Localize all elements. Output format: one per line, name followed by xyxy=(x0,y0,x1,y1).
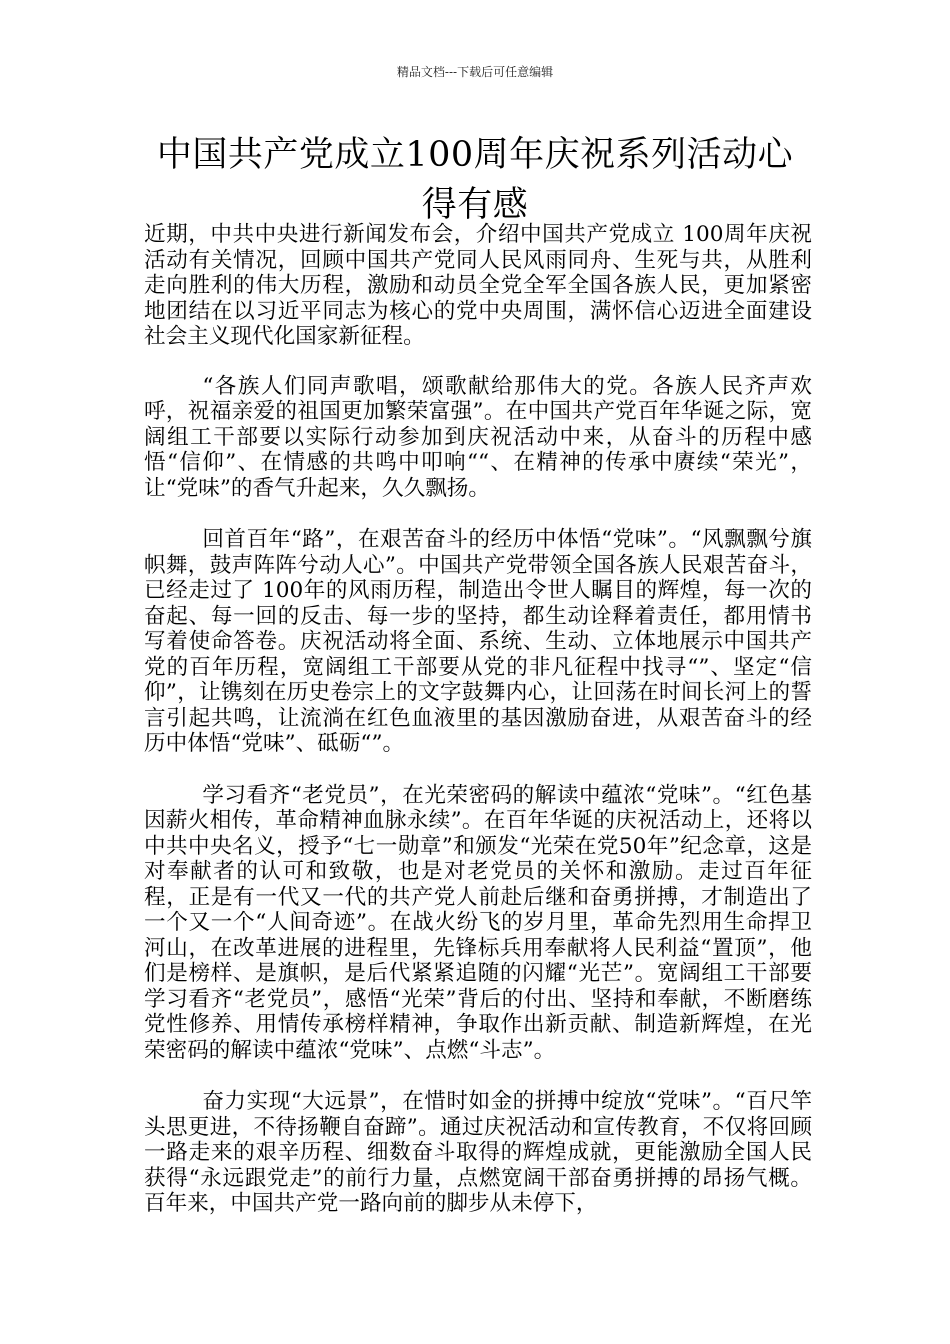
paragraph-song: “各族人们同声歌唱，颂歌献给那伟大的党。各族人民齐声欢呼，祝福亲爱的祖国更加繁荣富强”。在中国共产党百年华诞之际，宽阔组工干部要以实际行动参加到庆祝活动中来，从奋斗的历程中感悟“信仰”、在情感的共鸣中叩响““、在精神的传承中赓续“荣光”，让“党味”的香气升起来，久久飘扬。 xyxy=(144,373,812,501)
document-body xyxy=(144,222,812,1243)
paragraph-road: 回首百年“路”，在艰苦奋斗的经历中体悟“党味”。“风飘飘兮旗帜舞，鼓声阵阵兮动人心”。中国共产党带领全国各族人民艰苦奋斗，已经走过了 100年的风雨历程，制造出令世人瞩目的辉煌，每一次的奋起、每一回的反击、每一步的坚持，都生动诠释着责任，都用情书写着使命答卷。庆祝活动将全面、系统、生动、立体地展示中国共产党的百年历程，宽阔组工干部要从党的非凡征程中找寻“”、坚定“信仰”，让镌刻在历史卷宗上的文字鼓舞内心，让回荡在时间长河上的誓言引起共鸣，让流淌在红色血液里的基因激励奋进，从艰苦奋斗的经历中体悟“党味”、砥砺“”。 xyxy=(144,527,812,756)
page-header: 精品文档---下载后可任意编辑 xyxy=(396,65,554,79)
paragraph-vision: 奋力实现“大远景”，在惜时如金的拼搏中绽放“党味”。“百尺竿头思更进，不待扬鞭自奋蹄”。通过庆祝活动和宣传教育，不仅将回顾一路走来的艰辛历程、细数奋斗取得的辉煌成就，更能激励全国人民获得“永远跟党走”的前行力量，点燃宽阔干部奋勇拼搏的昂扬气概。百年来，中国共产党一路向前的脚步从未停下， xyxy=(144,1089,812,1216)
paragraph-veterans: 学习看齐“老党员”，在光荣密码的解读中蕴浓“党味”。“红色基因薪火相传，革命精神血脉永续”。在百年华诞的庆祝活动上，还将以中共中央名义，授予“七一勋章”和颁发“光荣在党50年”纪念章，这是对奉献者的认可和致敬，也是对老党员的关怀和激励。走过百年征程，正是有一代又一代的共产党人前赴后继和奋勇拼搏，才制造出了一个又一个“人间奇迹”。在战火纷飞的岁月里，革命先烈用生命捍卫河山，在改革进展的进程里，先锋标兵用奉献将人民利益“置顶”，他们是榜样、是旗帜，是后代紧紧追随的闪耀“光芒”。宽阔组工干部要学习看齐“老党员”，感悟“光荣”背后的付出、坚持和奉献，不断磨练党性修养、用情传承榜样精神，争取作出新贡献、制造新辉煌，在光荣密码的解读中蕴浓“党味”、点燃“斗志”。 xyxy=(144,782,812,1063)
document-title: 中国共产党成立100周年庆祝系列活动心得有感 xyxy=(156,135,794,225)
paragraph-intro: 近期，中共中央进行新闻发布会，介绍中国共产党成立 100周年庆祝活动有关情况，回顾中国共产党同人民风雨同舟、生死与共，从胜利走向胜利的伟大历程，激励和动员全党全军全国各族人民，更加紧密地团结在以习近平同志为核心的党中央周围，满怀信心迈进全面建设社会主义现代化国家新征程。 xyxy=(144,222,812,349)
